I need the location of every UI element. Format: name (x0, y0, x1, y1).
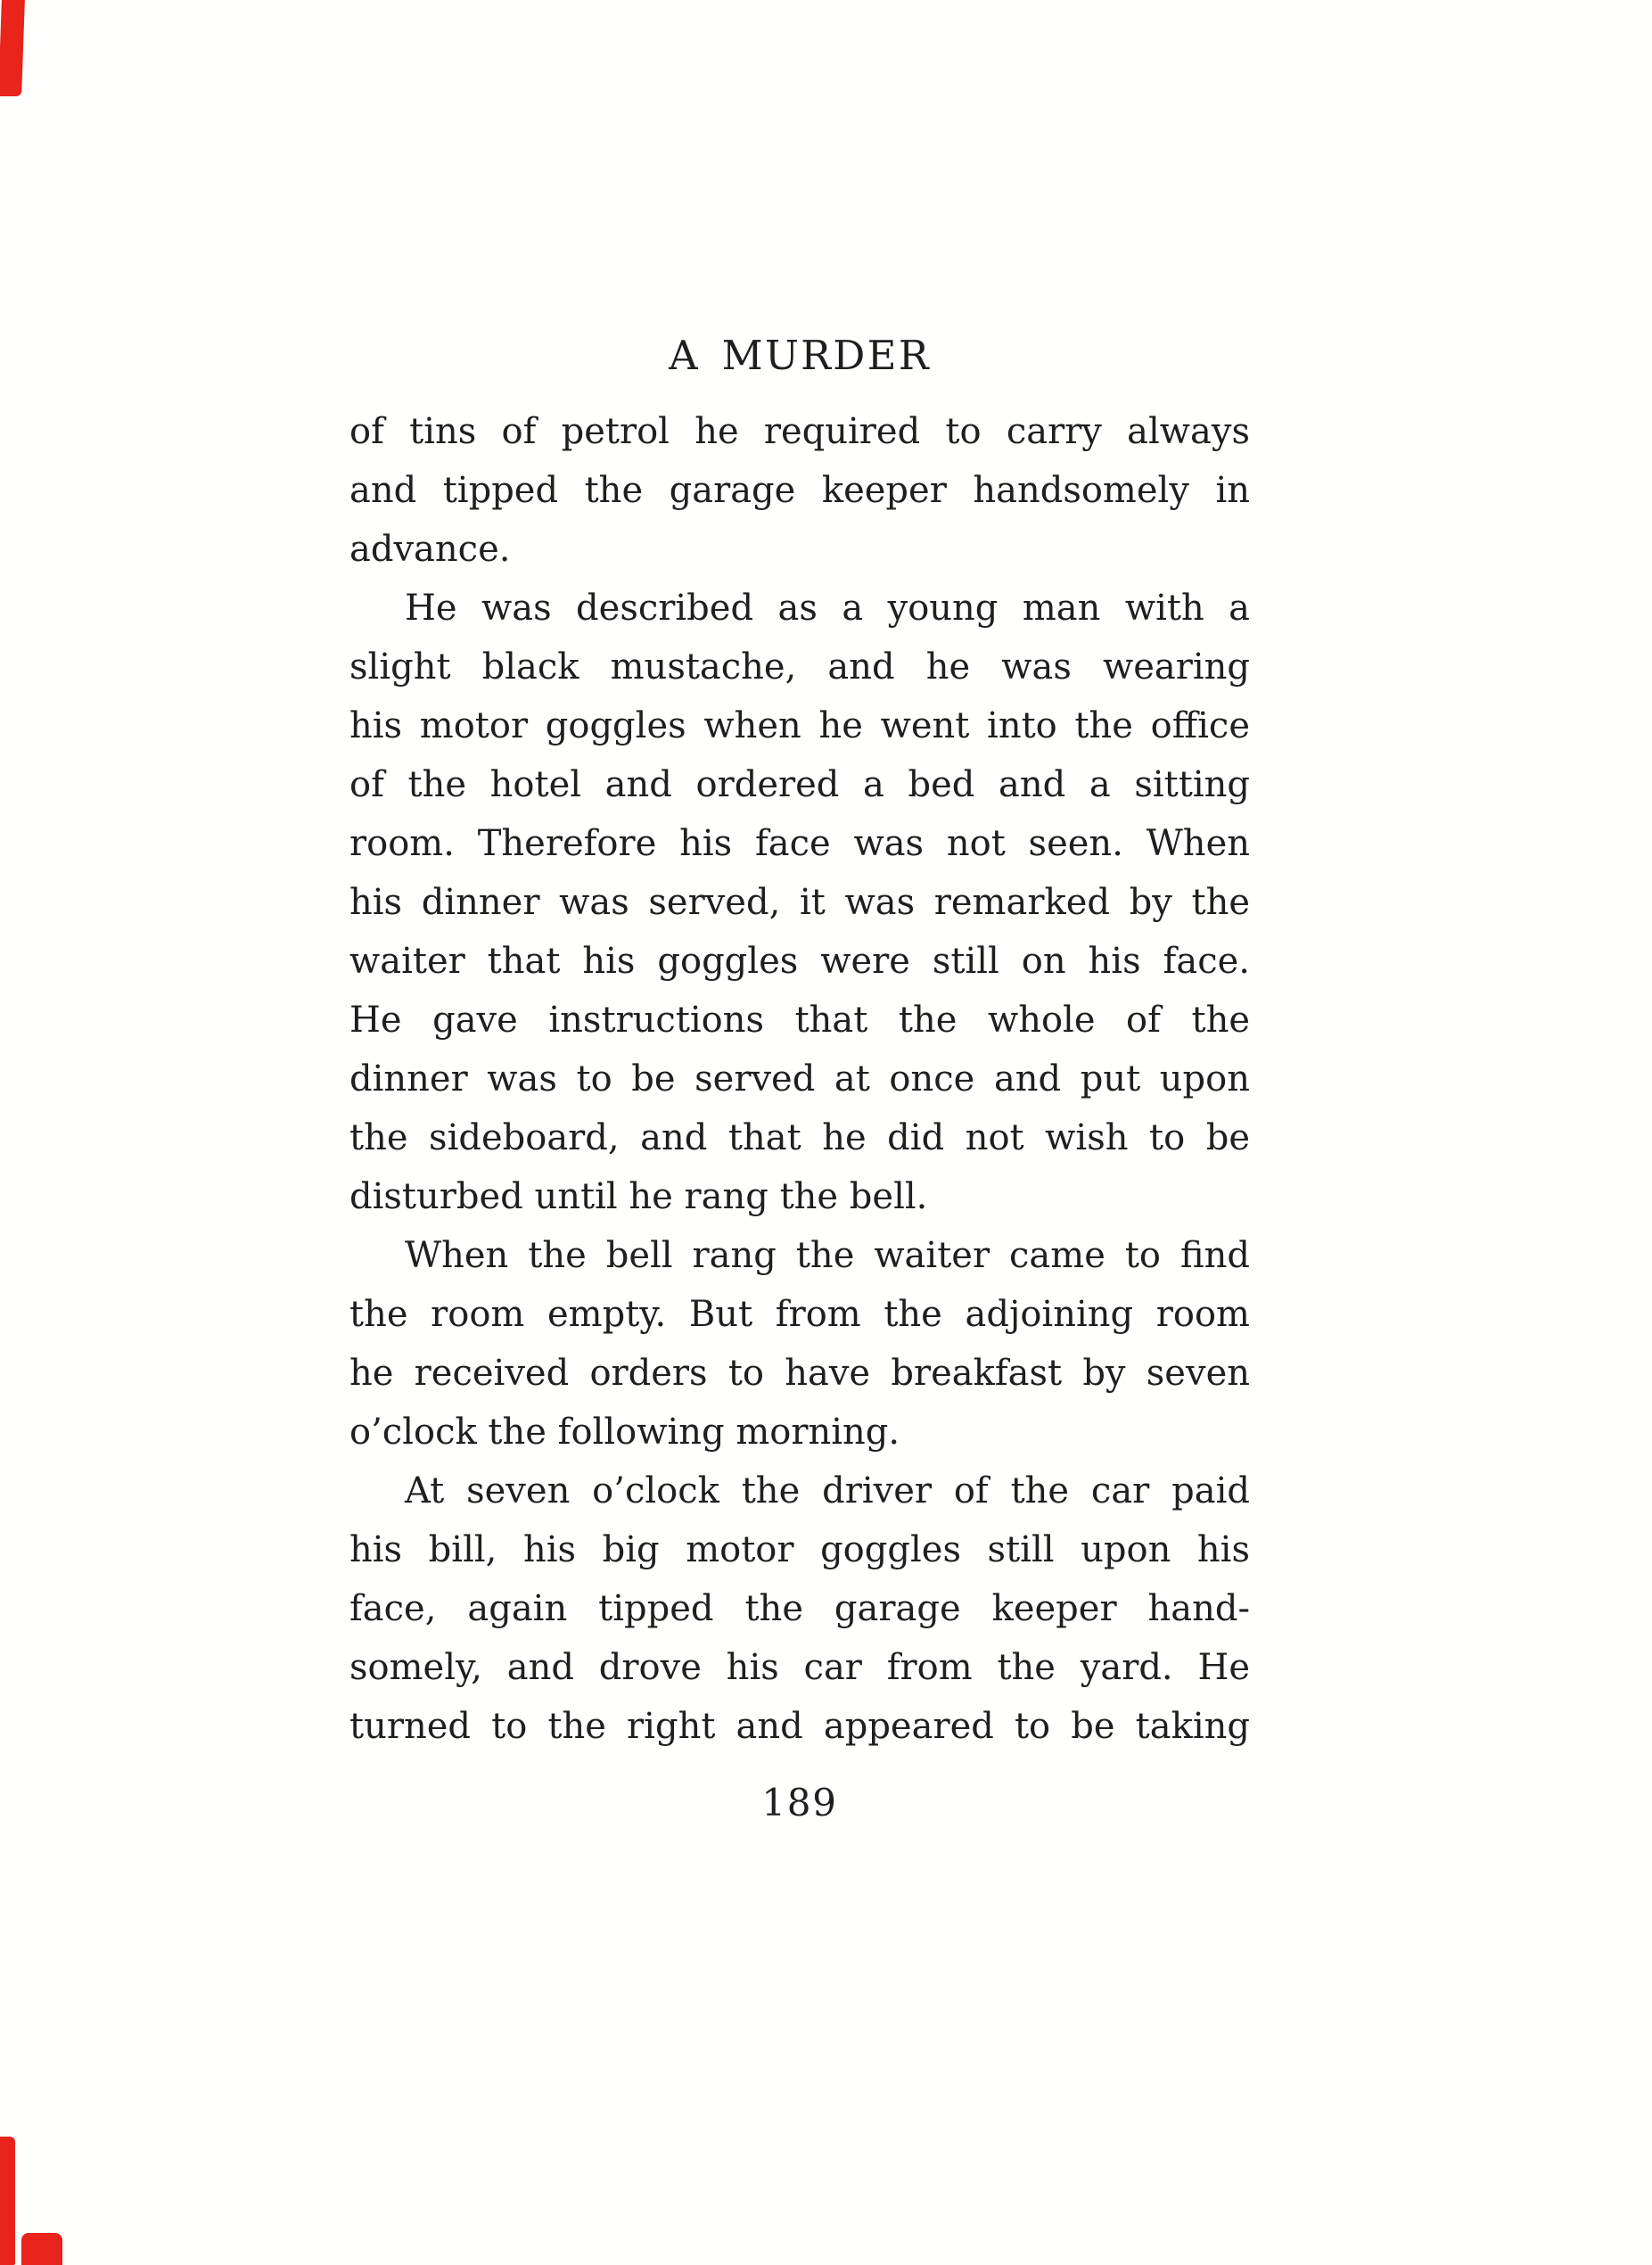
text-line: his motor goggles when he went into the office (349, 705, 1250, 746)
paragraph (349, 1226, 1250, 1462)
text-line: waiter that his goggles were still on his face. (349, 941, 1250, 982)
text-line: the room empty. But from the adjoining room (349, 1294, 1250, 1335)
text-line: somely, and drove his car from the yard. He (349, 1647, 1250, 1688)
paragraph (349, 579, 1250, 1226)
text-line: he received orders to have breakfast by seven (349, 1353, 1250, 1394)
text-line: slight black mustache, and he was wearing (349, 647, 1250, 688)
body-text (349, 402, 1250, 1756)
text-line: of the hotel and ordered a bed and a sitting (349, 764, 1250, 805)
red-edge-artifact-top (0, 0, 25, 96)
paragraph (349, 1462, 1250, 1756)
text-line: and tipped the garage keeper handsomely in (349, 470, 1250, 511)
text-line: disturbed until he rang the bell. (349, 1176, 928, 1217)
page-number: 189 (761, 1781, 838, 1824)
text-line: of tins of petrol he required to carry always (349, 411, 1250, 452)
page-content (349, 332, 1250, 1824)
text-line: his bill, his big motor goggles still upon his (349, 1529, 1250, 1570)
red-edge-artifact-bottom (0, 2137, 15, 2265)
text-line: dinner was to be served at once and put upon (349, 1058, 1250, 1100)
text-line: At seven o’clock the driver of the car paid (405, 1470, 1250, 1511)
text-line: face, again tipped the garage keeper hand- (349, 1588, 1250, 1629)
text-line: When the bell rang the waiter came to find (405, 1235, 1250, 1276)
text-line: the sideboard, and that he did not wish to be (349, 1117, 1250, 1158)
text-line: He was described as a young man with a (405, 588, 1250, 629)
text-line: turned to the right and appeared to be taking (349, 1706, 1250, 1747)
running-header-title: A MURDER (669, 332, 931, 379)
paragraph (349, 402, 1250, 579)
text-line: his dinner was served, it was remarked by the (349, 882, 1250, 923)
red-edge-artifact-bottom-blob (21, 2233, 62, 2265)
text-line: He gave instructions that the whole of the (349, 1000, 1250, 1041)
text-line: advance. (349, 529, 511, 570)
text-line: room. Therefore his face was not seen. When (349, 823, 1250, 864)
text-line: o’clock the following morning. (349, 1412, 900, 1453)
